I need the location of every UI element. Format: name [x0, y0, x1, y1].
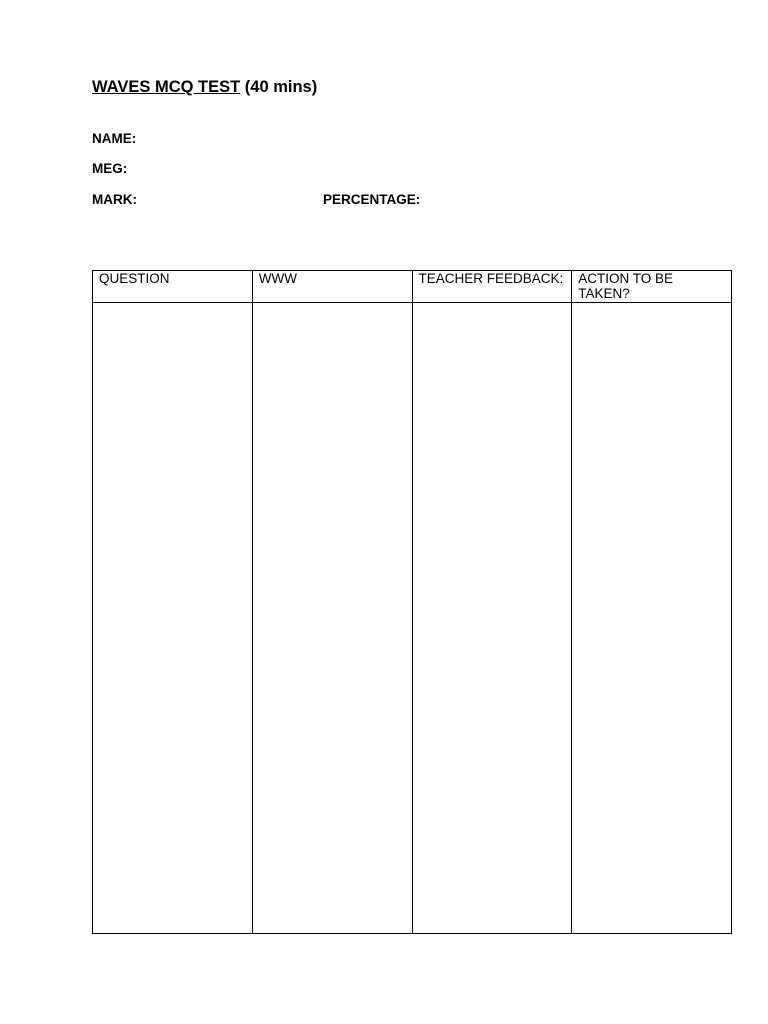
- percentage-label: PERCENTAGE:: [323, 192, 421, 207]
- header-question: QUESTION: [93, 271, 253, 303]
- mark-label: MARK:: [92, 192, 137, 207]
- header-action-to-be-taken: ACTION TO BE TAKEN?: [572, 271, 732, 303]
- title-main: WAVES MCQ TEST: [92, 78, 241, 96]
- meg-label: MEG:: [92, 161, 128, 176]
- name-label: NAME:: [92, 131, 137, 146]
- feedback-table: [92, 270, 732, 934]
- page-title: [92, 78, 317, 97]
- header-www: WWW: [252, 271, 412, 303]
- cell-question[interactable]: [93, 303, 253, 934]
- table-row: [93, 303, 732, 934]
- cell-www[interactable]: [252, 303, 412, 934]
- table-header-row: [93, 271, 732, 303]
- header-teacher-feedback: TEACHER FEEDBACK:: [412, 271, 572, 303]
- title-duration: (40 mins): [240, 78, 318, 96]
- cell-action-to-be-taken[interactable]: [572, 303, 732, 934]
- cell-teacher-feedback[interactable]: [412, 303, 572, 934]
